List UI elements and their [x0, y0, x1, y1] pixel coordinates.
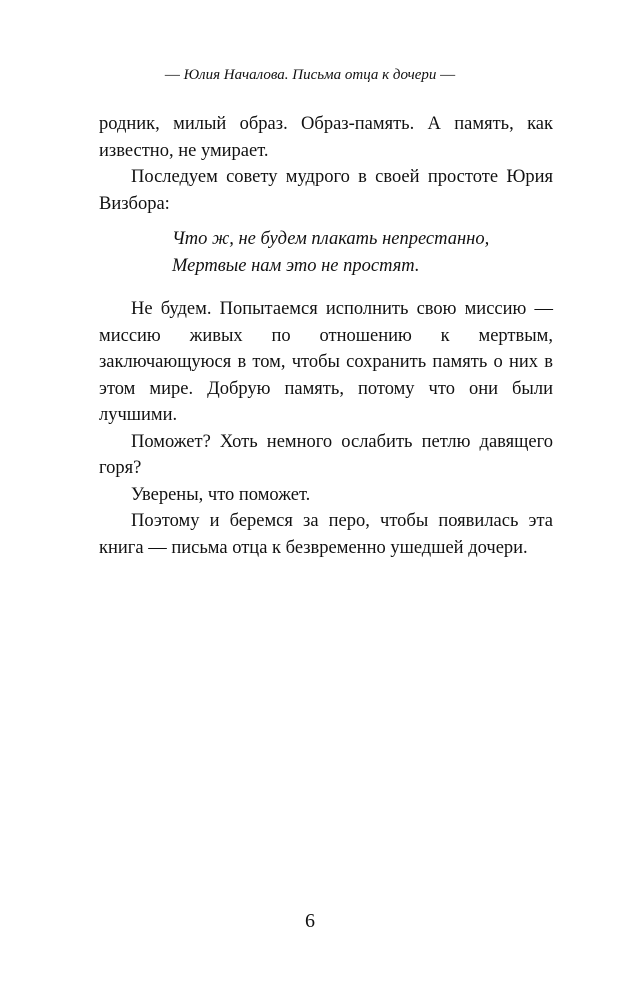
paragraph-sure-it-helps: Уверены, что поможет.: [131, 484, 311, 505]
text-block-top: [99, 111, 553, 217]
paragraph-will-it-help: Поможет? Хоть немного ослабить петлю давящего горя?: [99, 431, 553, 478]
page-number: 6: [305, 910, 315, 932]
paragraph-vizbor-intro: Последуем совету мудрого в своей простоте Юрия Визбора:: [99, 167, 553, 214]
running-head-separator: .: [284, 67, 293, 83]
running-head: [0, 65, 620, 85]
verse-line-1: Что ж, не будем плакать непрестанно,: [172, 229, 490, 249]
verse-line-2: Мертвые нам это не простят.: [172, 255, 420, 276]
text-block-bottom: [99, 296, 553, 561]
paragraph-mission: Не будем. Попытаемся исполнить свою миссию — миссию живых по отношению к мертвым, заключающуюся в том, чтобы сохранить память о них в этом мире. Добрую память, потому что они были лучшими.: [99, 299, 553, 425]
paragraph-book-purpose: Поэтому и беремся за перо, чтобы появилась эта книга — письма отца к безвременно ушедшей дочери.: [99, 511, 553, 558]
verse-quote: [172, 226, 489, 279]
running-head-dash-left: —: [164, 67, 180, 83]
running-head-book-title: Письма отца к дочери: [292, 67, 437, 83]
paragraph-continuation: родник, милый образ. Образ-память. А память, как известно, не умирает.: [99, 114, 553, 161]
running-head-author: Юлия Началова: [183, 67, 285, 83]
running-head-dash-right: —: [440, 67, 456, 83]
